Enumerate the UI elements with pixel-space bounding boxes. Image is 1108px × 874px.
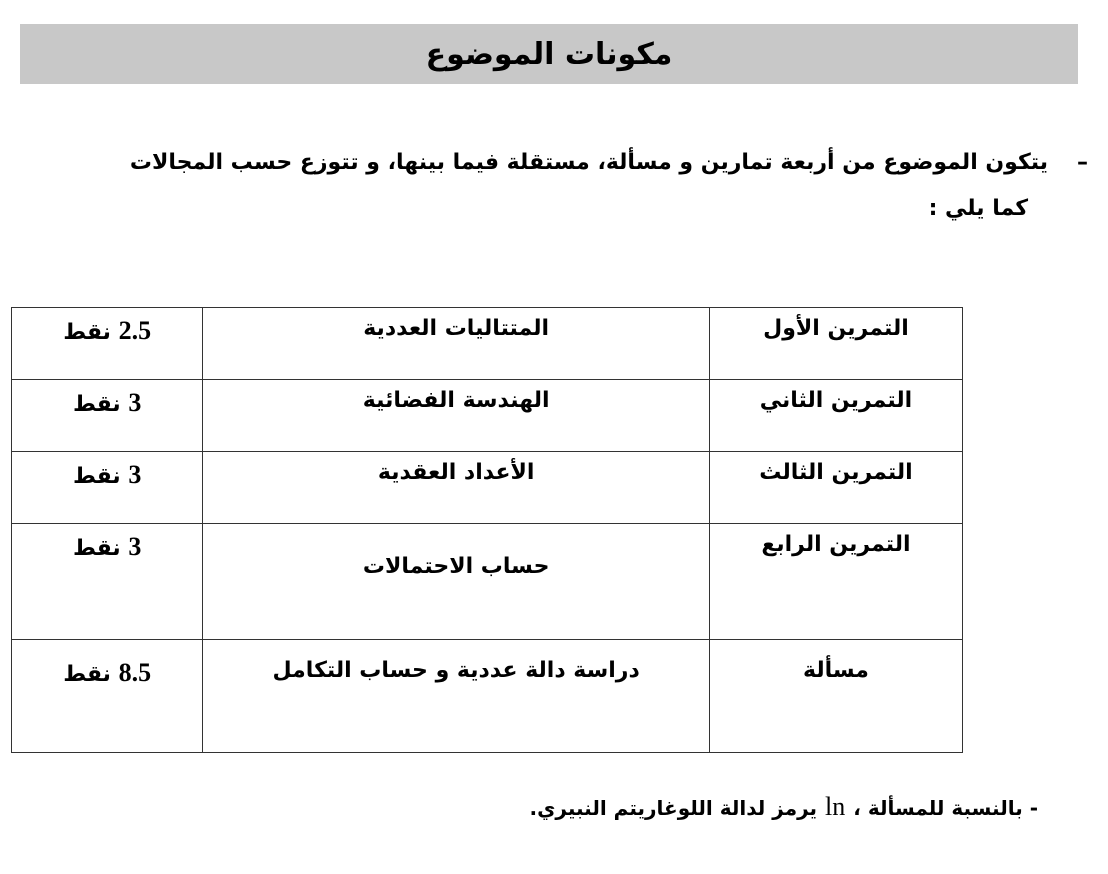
exercise-cell: التمرين الثالث — [709, 452, 962, 524]
page-title: مكونات الموضوع — [425, 36, 673, 72]
title-banner — [20, 24, 1078, 84]
points-cell — [12, 308, 203, 380]
intro-line-2: كما يلي : — [928, 196, 1028, 221]
exercise-cell: مسألة — [709, 640, 962, 753]
table-row — [12, 640, 963, 753]
exercise-table — [11, 307, 963, 753]
table-row — [12, 524, 963, 640]
points-cell — [12, 640, 203, 753]
points-unit: نقط — [73, 464, 121, 489]
footnote-prefix: - بالنسبة للمسألة ، — [853, 796, 1038, 820]
points-value: 8.5 — [118, 658, 152, 687]
intro-line-1 — [48, 140, 1088, 186]
exercise-cell: التمرين الأول — [709, 308, 962, 380]
points-value: 3 — [128, 388, 142, 417]
domain-cell: المتتاليات العددية — [203, 308, 710, 380]
domain-cell: حساب الاحتمالات — [203, 524, 710, 640]
points-cell — [12, 452, 203, 524]
table-row — [12, 452, 963, 524]
points-unit: نقط — [73, 536, 121, 561]
points-value: 2.5 — [118, 316, 152, 345]
points-unit: نقط — [63, 662, 111, 687]
points-unit: نقط — [63, 320, 111, 345]
points-value: 3 — [128, 532, 142, 561]
table-row — [12, 308, 963, 380]
footnote — [529, 792, 1038, 822]
intro-text-1: يتكون الموضوع من أربعة تمارين و مسألة، مستقلة فيما بينها، و تتوزع حسب المجالات — [129, 150, 1048, 175]
points-unit: نقط — [73, 392, 121, 417]
points-cell — [12, 380, 203, 452]
domain-cell: دراسة دالة عددية و حساب التكامل — [203, 640, 710, 753]
ln-symbol: ln — [825, 792, 846, 821]
table-row — [12, 380, 963, 452]
domain-cell: الهندسة الفضائية — [203, 380, 710, 452]
intro-dash: – — [1077, 150, 1088, 175]
points-value: 3 — [128, 460, 142, 489]
exercise-cell: التمرين الرابع — [709, 524, 962, 640]
intro-paragraph — [48, 140, 1088, 232]
domain-cell: الأعداد العقدية — [203, 452, 710, 524]
points-cell — [12, 524, 203, 640]
exercise-cell: التمرين الثاني — [709, 380, 962, 452]
footnote-suffix: يرمز لدالة اللوغاريتم النبيري. — [529, 796, 818, 820]
